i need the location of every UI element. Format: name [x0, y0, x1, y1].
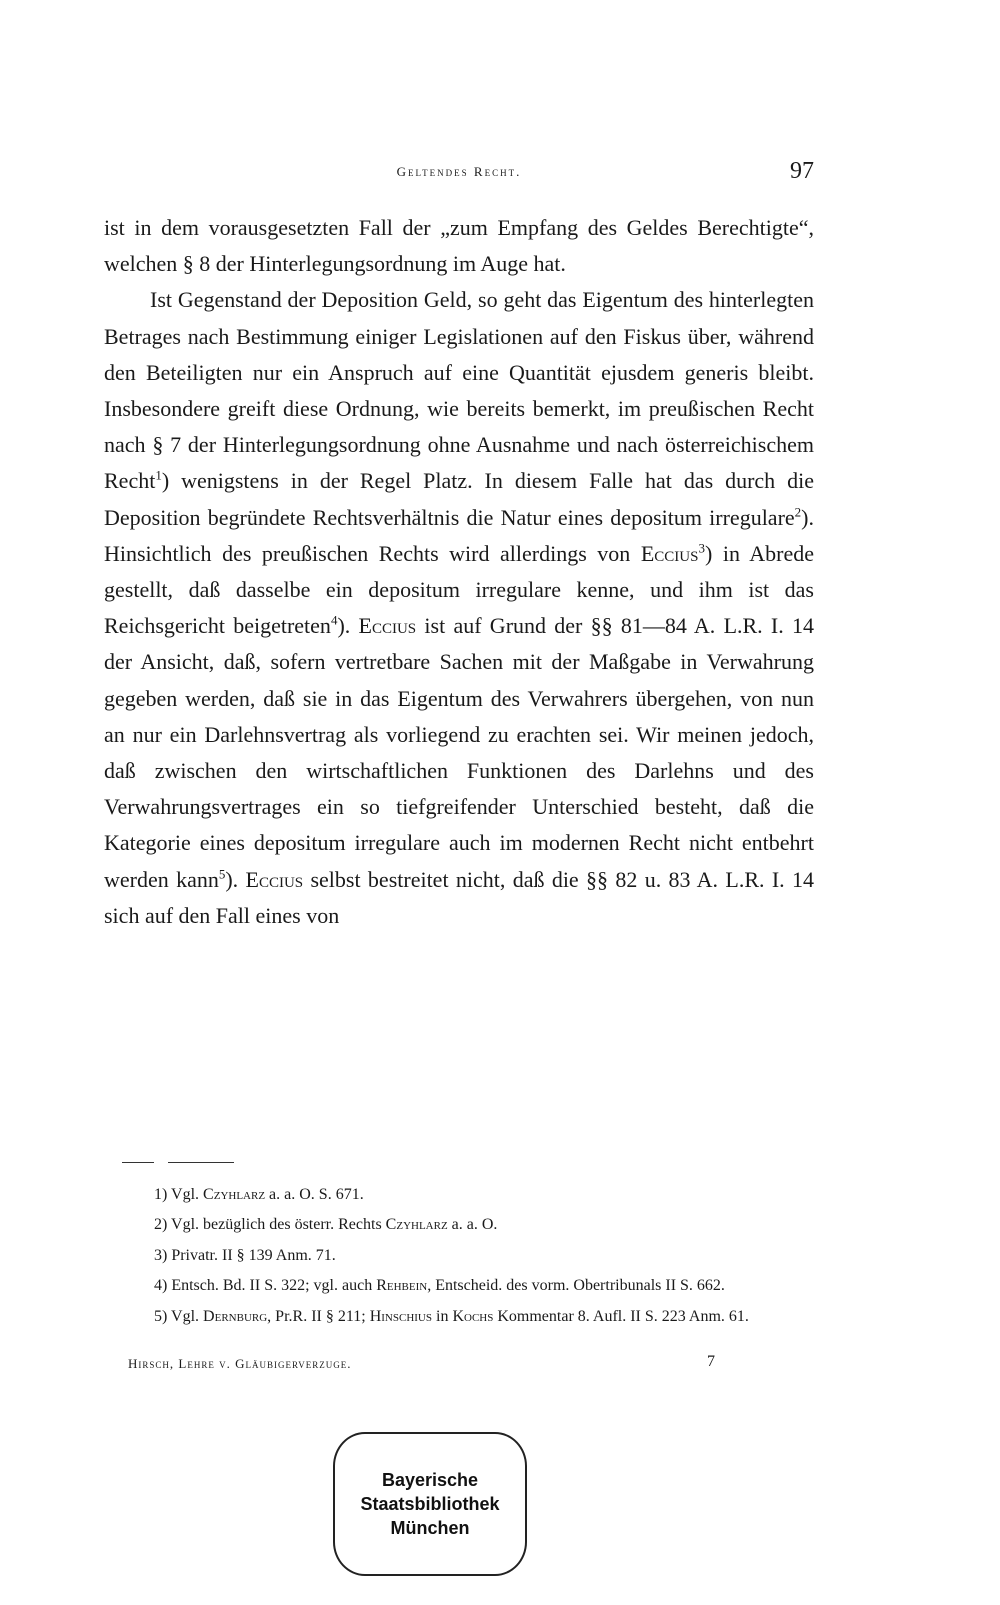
footnote-text: Privatr. II § 139 Anm. 71.	[171, 1246, 336, 1264]
footnote-4	[104, 1271, 814, 1301]
paragraph-1: ist in dem vorausgesetzten Fall der „zum Empfang des Geldes Berechtigte“, welchen § 8 der Hinterlegungsordnung im Auge hat.	[104, 215, 814, 277]
footnote-2	[104, 1210, 814, 1240]
footnote-text: a. a. O.	[451, 1216, 498, 1234]
footnote-3	[104, 1241, 814, 1271]
text-segment: ) in Abrede gestellt, daß dasselbe ein depositum irregulare kenne, und ihm ist das Reichsgericht beigetreten	[104, 540, 814, 639]
footnote-marker: 2)	[154, 1216, 168, 1234]
paragraph-2	[104, 282, 814, 934]
footnote-marker: 3)	[154, 1246, 168, 1264]
author-name: Czyhlarz	[385, 1216, 448, 1234]
author-name: Eccius	[245, 866, 304, 892]
footnote-marker: 5)	[154, 1307, 168, 1325]
footnote-ref-4: 4	[330, 612, 338, 628]
running-head	[104, 158, 814, 198]
footnote-rule	[122, 1162, 234, 1163]
text-segment: Ist Gegenstand der Deposition Geld, so geht das Eigentum des hinterlegten Betrages nach Bestimmung einiger Legislationen auf den Fiskus über, während den Beteiligten nur ein Anspruch auf eine Quantität ejusdem generis bleibt. Insbesondere greift diese Ordnung, wie bereits bemerkt, im preußischen Recht nach § 7 der Hinterlegungsordnung ohne Ausnahme und nach österreichischem Recht	[104, 287, 814, 494]
signature-number: 7	[707, 1353, 716, 1370]
author-name: Hinschius	[369, 1307, 432, 1325]
stamp-line-1: Bayerische	[381, 1470, 479, 1490]
author-name: Czyhlarz	[203, 1186, 266, 1203]
footnote-text: , Pr.R. II § 211;	[267, 1307, 366, 1325]
text-segment: ) wenigstens in der Regel Platz. In diesem Falle hat das durch die Deposition begründete Rechtsverhältnis die Natur eines depositum irregulare	[104, 468, 814, 530]
library-stamp	[333, 1432, 527, 1576]
footnote-ref-5: 5	[218, 866, 226, 882]
text-segment: ).	[337, 613, 351, 639]
footnote-text: Vgl.	[171, 1186, 200, 1203]
signature-line	[128, 1353, 716, 1380]
running-title: Geltendes Recht.	[396, 164, 522, 179]
footnote-text: , Entscheid. des vorm. Obertribunals II S. 662.	[427, 1277, 725, 1295]
stamp-line-3: München	[390, 1518, 470, 1538]
body-text	[104, 210, 814, 934]
footnote-ref-3: 3	[698, 540, 705, 556]
footnote-text: Vgl.	[171, 1307, 200, 1325]
author-name: Kochs	[452, 1307, 494, 1325]
footnote-ref-2: 2	[794, 504, 802, 520]
text-segment: ). Hinsichtlich des preußischen Rechts wird allerdings von	[104, 504, 814, 566]
footnote-text: Vgl. bezüglich des österr. Rechts	[171, 1216, 382, 1234]
footnote-text: Kommentar 8. Aufl. II S. 223 Anm. 61.	[497, 1307, 749, 1325]
stamp-line-2: Staatsbibliothek	[360, 1494, 500, 1514]
page-number: 97	[790, 158, 814, 184]
author-name: Rehbein	[376, 1277, 428, 1295]
author-name: Eccius	[640, 540, 699, 566]
footnotes	[104, 1180, 814, 1332]
footnote-ref-1: 1	[155, 468, 162, 484]
text-segment: ist auf Grund der §§ 81—84 A. L.R. I. 14 der Ansicht, daß, sofern vertretbare Sachen mit der Maßgabe in Verwahrung gegeben werden, daß sie in das Eigentum des Verwahrers übergehen, von nun an nur ein Darlehnsvertrag als vorliegend zu erachten sei. Wir meinen jedoch, daß zwischen den wirtschaftlichen Funktionen des Darlehns und des Verwahrungsvertrages ein so tiefgreifender Unterschied besteht, daß die Kategorie eines depositum irregulare auch im modernen Recht nicht entbehrt werden kann	[104, 613, 815, 892]
footnote-marker: 4)	[154, 1277, 168, 1295]
footnote-text: in	[436, 1307, 449, 1325]
text-segment: ).	[225, 866, 239, 892]
author-name: Dernburg	[203, 1307, 268, 1325]
footnote-marker: 1)	[154, 1186, 168, 1203]
footnote-5	[104, 1302, 814, 1332]
footnote-text: Entsch. Bd. II S. 322; vgl. auch	[171, 1277, 373, 1295]
text-segment: selbst bestreitet nicht, daß die §§ 82 u. 83 A. L.R. I. 14 sich auf den Fall eines von	[104, 866, 814, 928]
author-name: Eccius	[358, 613, 417, 639]
footnote-text: a. a. O. S. 671.	[269, 1186, 364, 1203]
signature-text: Hirsch, Lehre v. Gläubigerverzuge.	[128, 1356, 352, 1371]
footnote-1	[104, 1180, 814, 1210]
